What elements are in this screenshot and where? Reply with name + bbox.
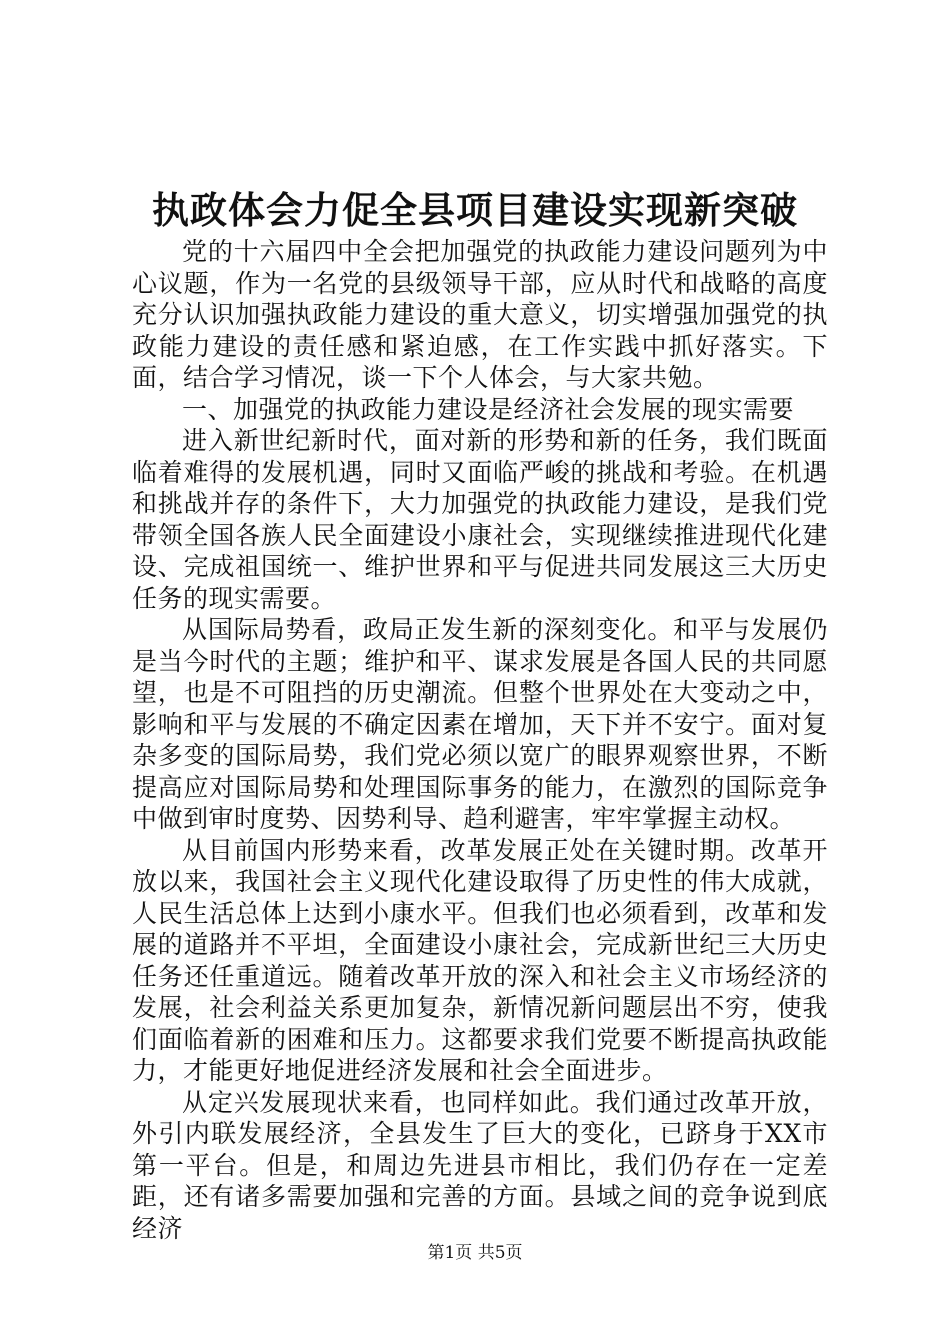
section-heading-1: 一、加强党的执政能力建设是经济社会发展的现实需要 [182,394,795,424]
document-body [132,236,828,1244]
paragraph-new-century: 进入新世纪新时代，面对新的形势和新的任务，我们既面临着难得的发展机遇，同时又面临严峻的挑战和考验。在机遇和挑战并存的条件下，大力加强党的执政能力建设，是我们党带领全国各族人民全面建设小康社会，实现继续推进现代化建设、完成祖国统一、维护世界和平与促进共同发展这三大历史任务的现实需要。 [132,426,828,613]
paragraph-dingxing: 从定兴发展现状来看，也同样如此。我们通过改革开放，外引内联发展经济，全县发生了巨大的变化，已跻身于XX市第一平台。但是，和周边先进县市相比，我们仍存在一定差距，还有诸多需要加强和完善的方面。县域之间的竞争说到底经济 [132,1087,828,1243]
document-title: 执政体会力促全县项目建设实现新突破 [152,188,798,232]
paragraph-intro: 党的十六届四中全会把加强党的执政能力建设问题列为中心议题，作为一名党的县级领导干部，应从时代和战略的高度充分认识加强执政能力建设的重大意义，切实增强加强党的执政能力建设的责任感和紧迫感，在工作实践中抓好落实。下面，结合学习情况，谈一下个人体会，与大家共勉。 [132,237,828,392]
paragraph-international: 从国际局势看，政局正发生新的深刻变化。和平与发展仍是当今时代的主题；维护和平、谋求发展是各国人民的共同愿望，也是不可阻挡的历史潮流。但整个世界处在大变动之中，影响和平与发展的不确定因素在增加，天下并不安宁。面对复杂多变的国际局势，我们党必须以宽广的眼界观察世界，不断提高应对国际局势和处理国际事务的能力，在激烈的国际竞争中做到审时度势、因势利导、趋利避害，牢牢掌握主动权。 [132,615,828,833]
page-indicator: 第1页 共5页 [427,1243,523,1263]
paragraph-domestic: 从目前国内形势来看，改革发展正处在关键时期。改革开放以来，我国社会主义现代化建设取得了历史性的伟大成就，人民生活总体上达到小康水平。但我们也必须看到，改革和发展的道路并不平坦，全面建设小康社会，完成新世纪三大历史任务还任重道远。随着改革开放的深入和社会主义市场经济的发展，社会利益关系更加复杂，新情况新问题层出不穷，使我们面临着新的困难和压力。这都要求我们党要不断提高执政能力，才能更好地促进经济发展和社会全面进步。 [132,835,828,1085]
